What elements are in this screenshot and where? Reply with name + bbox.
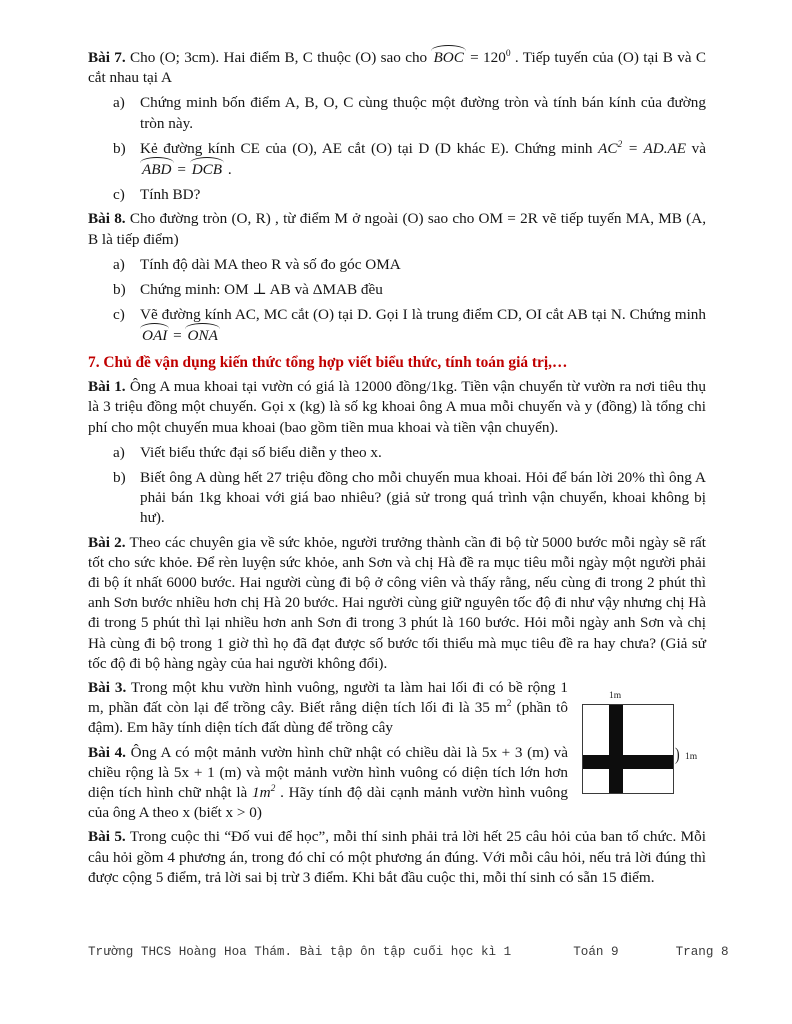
footer-school-title: Trường THCS Hoàng Hoa Thám. Bài tập ôn tập cuối học kì 1 xyxy=(88,945,512,959)
problem-paragraph: Bài 2. Theo các chuyên gia về sức khỏe, người trưởng thành cần đi bộ từ 5000 bước mỗi ngày sẽ rất tốt cho sức khỏe. Để rèn luyện sức khỏe, anh Sơn và chị Hà đề ra mục tiêu mỗi ngày một người phải đi bộ ít nhất 6000 bước. Hai người cùng đi bộ ở công viên và thấy rằng, nếu cùng đi trong 2 phút thì anh Sơn bước nhiều hơn chị Hà 20 bước. Hai người cùng giữ nguyên tốc độ đi như vậy nhưng chị Hà đi trong 5 phút thì lại nhiều hơn anh Sơn đi trong 3 phút là 160 bước. Hỏi mỗi ngày anh Sơn và chị Hà cùng đi bộ trong 1 giờ thì họ đã đạt được số bước tối thiểu mà mục tiêu đề ra hay chưa? (Giả sử tốc độ đi bộ hàng ngày của hai người không đổi). xyxy=(88,533,706,672)
vertical-path-strip xyxy=(609,705,623,793)
problem-paragraph: Bài 7. Cho (O; 3cm). Hai điểm B, C thuộc (O) sao cho BOC = $120^0$ . Tiếp tuyến của (O) tại B và C cắt nhau tại A xyxy=(88,48,706,87)
list-item-marker: b) xyxy=(113,281,126,299)
garden-square-outline xyxy=(582,704,674,794)
math-fragment: = AD.AE xyxy=(622,139,687,157)
list-item-text: Kẻ đường kính CE của (O), AE cắt (O) tại D (D khác E). Chứng minh $AC^2 = AD.AE$ và ABD = DCB . xyxy=(140,140,706,178)
figure-brace: ) xyxy=(675,745,680,765)
problem-label: Bài 3. xyxy=(88,678,127,696)
math-fragment: 2 xyxy=(617,139,623,150)
list-item-text: Tính BD? xyxy=(140,186,201,204)
problem-label: Bài 2. xyxy=(88,533,126,551)
list-item-text: Viết biểu thức đại số biểu diễn y theo x. xyxy=(140,443,382,461)
problem-paragraph: Bài 4. Ông A có một mảnh vườn hình chữ nhật có chiều dài là 5x + 3 (m) và chiều rộng là 5x + 1 (m) và một mảnh vườn hình vuông có diện tích lớn hơn diện tích hình chữ nhật là $1m^2$ . Hãy tính độ dài cạnh mảnh vườn hình vuông của ông A theo x (biết x > 0) xyxy=(88,743,568,822)
math-fragment: 2 xyxy=(506,699,512,710)
problem-paragraph: Bài 8. Cho đường tròn (O, R) , từ điểm M ở ngoài (O) sao cho OM = 2R vẽ tiếp tuyến MA, MB (A, B là tiếp điểm) xyxy=(88,210,706,248)
list-item-marker: a) xyxy=(113,255,125,273)
list-item-b xyxy=(88,468,706,529)
list-item-marker: c) xyxy=(113,306,125,324)
math-fragment: ABD xyxy=(140,159,174,180)
document-body xyxy=(88,47,706,888)
list-item-c xyxy=(88,185,706,205)
list-item-a xyxy=(88,93,706,133)
list-item-text: Chứng minh: OM ⊥ AB và ΔMAB đều xyxy=(140,281,383,299)
problem-label: Bài 1. xyxy=(88,378,126,396)
problem-label: Bài 5. xyxy=(88,828,126,846)
footer-page-number: Trang 8 xyxy=(675,945,729,959)
list-item-a xyxy=(88,255,706,275)
math-fragment: DCB xyxy=(190,159,224,180)
problem-paragraph: Bài 1. Ông A mua khoai tại vườn có giá là 12000 đồng/1kg. Tiền vận chuyển từ vườn ra nơi tiêu thụ là 3 triệu đồng một chuyến. Gọi x (kg) là số kg khoai ông A mua mỗi chuyến và y (đồng) là tổng chi phí cho một chuyến mua khoai (bao gồm tiền mua khoai và tiền vận chuyển). xyxy=(88,378,706,436)
list-item-b xyxy=(88,280,706,300)
math-fragment: 2 xyxy=(270,783,276,794)
list-item-text: Biết ông A dùng hết 27 triệu đồng cho mỗi chuyến mua khoai. Hỏi để bán lời 20% thì ông A phải bán 1kg khoai với giá bao nhiêu? (giả sử trong quá trình vận chuyển, khoai không bị hư). xyxy=(140,468,706,527)
list-item-marker: b) xyxy=(113,468,126,486)
horizontal-path-strip xyxy=(583,755,673,769)
list-item-marker: a) xyxy=(113,443,125,461)
list-item-text: Chứng minh bốn điểm A, B, O, C cùng thuộc một đường tròn và tính bán kính của đường tròn này. xyxy=(140,94,706,132)
problem-label: Bài 7. xyxy=(88,49,126,66)
figure-right-width-label: 1m xyxy=(685,751,698,762)
problem-paragraph: Bài 5. Trong cuộc thi “Đố vui để học”, mỗi thí sinh phải trả lời hết 25 câu hỏi của ban tổ chức. Mỗi câu hỏi gồm 4 phương án, trong đó chỉ có một phương án đúng. Với mỗi câu hỏi, nếu trả lời đúng thì được cộng 5 điểm, trả lời sai bị trừ 3 điểm. Khi bắt đầu cuộc thi, mỗi thí sinh có sẵn 15 điểm. xyxy=(88,828,706,886)
math-fragment: 0 xyxy=(505,48,511,59)
garden-cross-figure xyxy=(580,690,706,802)
section-heading: 7. Chủ đề vận dụng kiến thức tổng hợp viết biểu thức, tính toán giá trị,… xyxy=(88,353,568,371)
list-item-text: Tính độ dài MA theo R và số đo góc OMA xyxy=(140,255,401,273)
math-fragment: AC xyxy=(598,139,618,157)
list-item-c xyxy=(88,305,706,346)
math-fragment: ONA xyxy=(185,325,219,346)
list-item-text: Vẽ đường kính AC, MC cắt (O) tại D. Gọi I là trung điểm CD, OI cắt AB tại N. Chứng minh OAI = ONA xyxy=(140,306,706,344)
problem-paragraph: 1m ) 1m Bài 3. Trong một khu vườn hình vuông, người ta làm hai lối đi có bề rộng 1 m, phần đất còn lại để trồng cây. Biết rằng diện tích lối đi là 35 $m^2$ (phần tô đậm). Em hãy tính diện tích đất dùng để trồng cây xyxy=(88,678,706,739)
problem-label: Bài 4. xyxy=(88,743,126,761)
figure-top-width-label: 1m xyxy=(609,690,622,701)
footer-subject: Toán 9 xyxy=(573,945,619,959)
math-fragment: OAI xyxy=(140,325,169,346)
math-fragment: 1m xyxy=(252,784,271,801)
list-item-a xyxy=(88,443,706,463)
page-footer xyxy=(88,944,728,960)
list-item-marker: a) xyxy=(113,94,125,112)
problem-label: Bài 8. xyxy=(88,210,126,228)
list-item-marker: c) xyxy=(113,186,125,204)
list-item-b xyxy=(88,139,706,180)
math-fragment: BOC xyxy=(431,47,465,68)
list-item-marker: b) xyxy=(113,139,126,157)
